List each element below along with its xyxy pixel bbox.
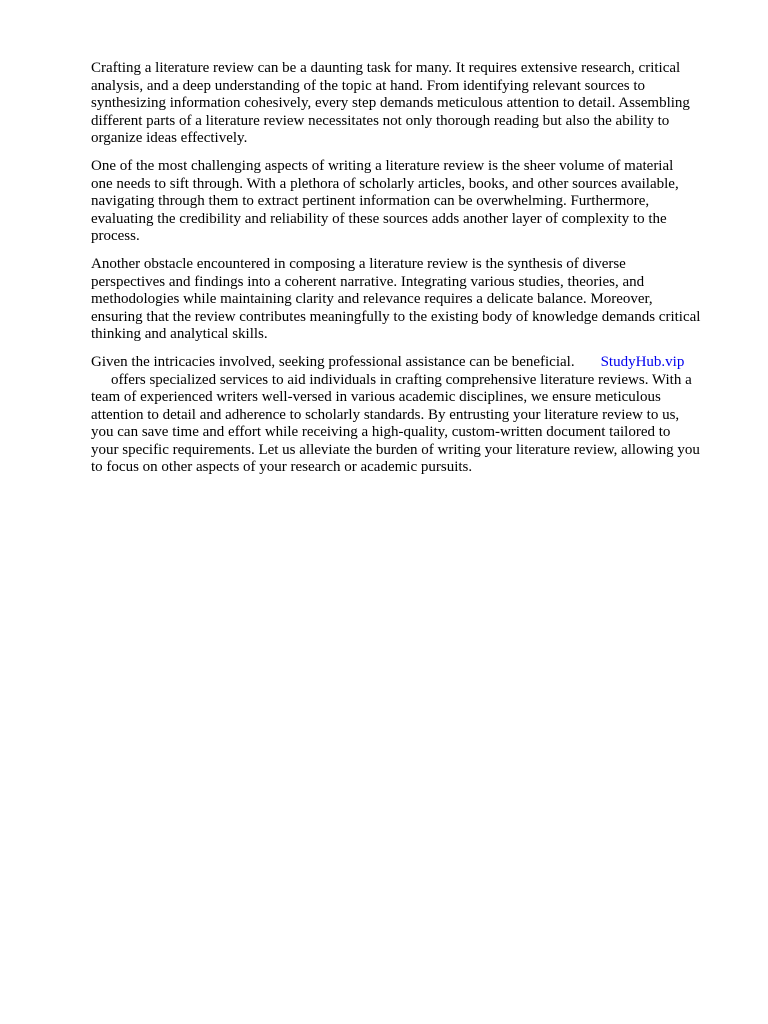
text-line: attention to detail and adherence to scholarly standards. By entrusting your literature review to us, (91, 406, 680, 423)
text-segment: Given the intricacies involved, seeking professional assistance can be beneficial. (91, 353, 575, 370)
text-line: thinking and analytical skills. (91, 326, 268, 343)
text-line-with-link (91, 354, 731, 372)
text-line: you can save time and effort while receiving a high-quality, custom-written document tailored to (91, 424, 671, 441)
paragraph-2 (91, 158, 731, 246)
text-line: Another obstacle encountered in composing a literature review is the synthesis of diverse (91, 255, 626, 272)
text-line: team of experienced writers well-versed in various academic disciplines, we ensure meticulous (91, 389, 661, 406)
text-line: One of the most challenging aspects of writing a literature review is the sheer volume of material (91, 157, 674, 174)
text-line: navigating through them to extract pertinent information can be overwhelming. Furthermore, (91, 193, 650, 210)
text-segment: offers specialized services to aid individuals in crafting comprehensive literature reviews. With a (111, 371, 692, 388)
text-line: ensuring that the review contributes meaningfully to the existing body of knowledge demands critical (91, 308, 701, 325)
text-line: synthesizing information cohesively, every step demands meticulous attention to detail. Assembling (91, 95, 690, 112)
paragraph-1 (91, 60, 731, 148)
text-line: methodologies while maintaining clarity and relevance requires a delicate balance. Moreover, (91, 291, 653, 308)
text-line: analysis, and a deep understanding of the topic at hand. From identifying relevant sources to (91, 77, 646, 94)
studyhub-link[interactable]: StudyHub.vip (600, 353, 685, 370)
text-line: process. (91, 228, 140, 245)
document-body (91, 60, 731, 487)
text-line: Crafting a literature review can be a daunting task for many. It requires extensive research, critical (91, 60, 681, 76)
text-line: one needs to sift through. With a plethora of scholarly articles, books, and other sources available, (91, 175, 679, 192)
text-line: your specific requirements. Let us alleviate the burden of writing your literature review, allowing you (91, 441, 700, 458)
text-line: perspectives and findings into a coherent narrative. Integrating various studies, theories, and (91, 273, 645, 290)
text-line: evaluating the credibility and reliability of these sources adds another layer of complexity to the (91, 210, 667, 227)
text-line (91, 372, 731, 390)
text-line: different parts of a literature review necessitates not only thorough reading but also the ability to (91, 112, 670, 129)
text-line: organize ideas effectively. (91, 130, 248, 147)
text-line: to focus on other aspects of your research or academic pursuits. (91, 459, 473, 476)
paragraph-4 (91, 354, 731, 477)
paragraph-3 (91, 256, 731, 344)
